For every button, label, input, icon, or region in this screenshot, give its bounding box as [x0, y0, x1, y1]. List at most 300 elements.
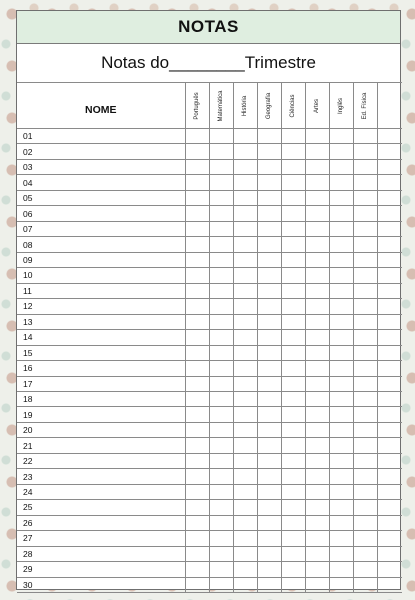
- grade-cell: [233, 376, 257, 391]
- grade-cell: [353, 469, 377, 484]
- grade-cell: [305, 469, 329, 484]
- grade-cell: [353, 144, 377, 159]
- row-number: 26: [17, 515, 185, 530]
- grade-cell: [257, 422, 281, 437]
- row-number: 19: [17, 407, 185, 422]
- grade-cell: [209, 546, 233, 561]
- grade-cell: [353, 407, 377, 422]
- table-row: [17, 531, 402, 546]
- grade-cell: [209, 376, 233, 391]
- grade-cell: [233, 407, 257, 422]
- grade-cell: [329, 345, 353, 360]
- row-number: 04: [17, 175, 185, 190]
- grade-cell: [257, 438, 281, 453]
- grade-cell: [233, 221, 257, 236]
- table-row: [17, 345, 402, 360]
- grade-cell: [209, 190, 233, 205]
- grade-cell: [257, 190, 281, 205]
- grade-cell: [209, 314, 233, 329]
- grade-cell: [233, 314, 257, 329]
- grade-cell: [329, 314, 353, 329]
- row-number: 30: [17, 577, 185, 592]
- subject-header: [353, 83, 377, 129]
- grade-cell: [209, 361, 233, 376]
- table-row: [17, 546, 402, 561]
- grade-cell: [305, 129, 329, 144]
- grade-cell: [353, 190, 377, 205]
- grade-cell: [281, 422, 305, 437]
- grade-cell: [377, 438, 402, 453]
- grade-cell: [233, 175, 257, 190]
- grade-cell: [377, 268, 402, 283]
- grade-cell: [257, 531, 281, 546]
- grade-cell: [329, 438, 353, 453]
- grade-cell: [377, 407, 402, 422]
- row-number: 29: [17, 562, 185, 577]
- grade-cell: [209, 268, 233, 283]
- grade-cell: [257, 345, 281, 360]
- grade-cell: [281, 144, 305, 159]
- grade-cell: [377, 190, 402, 205]
- table-row: [17, 391, 402, 406]
- grade-cell: [281, 469, 305, 484]
- row-number: 02: [17, 144, 185, 159]
- grade-cell: [377, 144, 402, 159]
- subject-header: [209, 83, 233, 129]
- subject-label: Ciências: [290, 93, 296, 118]
- grade-cell: [329, 252, 353, 267]
- grade-cell: [329, 562, 353, 577]
- grade-cell: [353, 562, 377, 577]
- table-row: [17, 190, 402, 205]
- grade-cell: [209, 283, 233, 298]
- subject-label: Português: [194, 91, 200, 120]
- grade-cell: [377, 345, 402, 360]
- grade-cell: [353, 237, 377, 252]
- grade-cell: [185, 546, 209, 561]
- grade-cell: [257, 206, 281, 221]
- grade-cell: [305, 237, 329, 252]
- grade-cell: [233, 500, 257, 515]
- grade-cell: [329, 129, 353, 144]
- subject-header: [329, 83, 353, 129]
- row-number: 22: [17, 453, 185, 468]
- trimester-suffix: Trimestre: [244, 52, 316, 72]
- grade-cell: [353, 206, 377, 221]
- row-number: 15: [17, 345, 185, 360]
- row-number: 11: [17, 283, 185, 298]
- table-row: [17, 577, 402, 592]
- grade-cell: [233, 345, 257, 360]
- grade-cell: [377, 206, 402, 221]
- table-row: [17, 144, 402, 159]
- grade-cell: [329, 453, 353, 468]
- grade-cell: [281, 453, 305, 468]
- subject-header: [281, 83, 305, 129]
- grade-cell: [281, 268, 305, 283]
- grade-cell: [353, 546, 377, 561]
- table-row: [17, 484, 402, 499]
- grade-cell: [185, 562, 209, 577]
- row-number: 24: [17, 484, 185, 499]
- grade-cell: [377, 237, 402, 252]
- grade-cell: [209, 252, 233, 267]
- grade-cell: [377, 531, 402, 546]
- grade-cell: [353, 500, 377, 515]
- grade-cell: [329, 361, 353, 376]
- grade-cell: [281, 252, 305, 267]
- row-number: 08: [17, 237, 185, 252]
- grade-cell: [209, 531, 233, 546]
- grade-cell: [185, 345, 209, 360]
- row-number: 03: [17, 159, 185, 174]
- grade-cell: [257, 314, 281, 329]
- grade-cell: [185, 484, 209, 499]
- grade-cell: [281, 531, 305, 546]
- table-row: [17, 283, 402, 298]
- grade-cell: [185, 221, 209, 236]
- grade-cell: [353, 438, 377, 453]
- grade-cell: [353, 422, 377, 437]
- grade-cell: [377, 484, 402, 499]
- grade-cell: [353, 221, 377, 236]
- grade-cell: [233, 515, 257, 530]
- grade-cell: [233, 469, 257, 484]
- grade-cell: [233, 438, 257, 453]
- grade-cell: [209, 484, 233, 499]
- grade-cell: [209, 391, 233, 406]
- table-row: [17, 330, 402, 345]
- grade-cell: [185, 299, 209, 314]
- grade-cell: [353, 268, 377, 283]
- grade-cell: [185, 190, 209, 205]
- grade-cell: [185, 314, 209, 329]
- grade-cell: [233, 422, 257, 437]
- grade-cell: [233, 391, 257, 406]
- grade-cell: [233, 531, 257, 546]
- grade-cell: [209, 515, 233, 530]
- grade-cell: [281, 221, 305, 236]
- subject-header: [305, 83, 329, 129]
- grade-cell: [329, 531, 353, 546]
- grade-cell: [305, 345, 329, 360]
- grade-cell: [185, 175, 209, 190]
- grade-cell: [185, 422, 209, 437]
- grade-cell: [329, 330, 353, 345]
- grade-cell: [329, 283, 353, 298]
- row-number: 28: [17, 546, 185, 561]
- row-number: 20: [17, 422, 185, 437]
- grade-cell: [281, 237, 305, 252]
- subject-label: Ed. Física: [362, 92, 368, 119]
- grade-cell: [233, 484, 257, 499]
- grade-cell: [353, 577, 377, 592]
- row-number: 06: [17, 206, 185, 221]
- grade-cell: [257, 237, 281, 252]
- grade-cell: [281, 175, 305, 190]
- grade-cell: [329, 376, 353, 391]
- grade-cell: [209, 577, 233, 592]
- subject-label: Matemática: [218, 89, 224, 122]
- grade-cell: [281, 159, 305, 174]
- row-number: 27: [17, 531, 185, 546]
- grade-cell: [209, 144, 233, 159]
- grade-cell: [185, 500, 209, 515]
- grade-cell: [185, 438, 209, 453]
- grade-cell: [233, 577, 257, 592]
- grades-table: [17, 82, 402, 593]
- grade-cell: [185, 237, 209, 252]
- grade-cell: [233, 190, 257, 205]
- table-row: [17, 129, 402, 144]
- grade-cell: [377, 453, 402, 468]
- header-row: [17, 83, 402, 129]
- grade-cell: [329, 577, 353, 592]
- grade-cell: [209, 175, 233, 190]
- grade-cell: [281, 562, 305, 577]
- grade-cell: [329, 144, 353, 159]
- grade-cell: [329, 190, 353, 205]
- grade-cell: [305, 221, 329, 236]
- grade-cell: [209, 562, 233, 577]
- grade-cell: [209, 407, 233, 422]
- grade-cell: [281, 345, 305, 360]
- grade-cell: [233, 268, 257, 283]
- grade-cell: [185, 129, 209, 144]
- grade-cell: [305, 314, 329, 329]
- table-row: [17, 422, 402, 437]
- grade-cell: [281, 484, 305, 499]
- grade-cell: [305, 144, 329, 159]
- grade-cell: [281, 515, 305, 530]
- table-row: [17, 221, 402, 236]
- row-number: 14: [17, 330, 185, 345]
- grade-cell: [257, 546, 281, 561]
- grade-cell: [281, 376, 305, 391]
- grade-cell: [257, 330, 281, 345]
- grade-cell: [257, 283, 281, 298]
- grade-cell: [209, 330, 233, 345]
- grade-cell: [329, 175, 353, 190]
- grade-cell: [353, 515, 377, 530]
- grade-cell: [305, 391, 329, 406]
- grade-cell: [377, 159, 402, 174]
- table-row: [17, 252, 402, 267]
- row-number: 07: [17, 221, 185, 236]
- grade-cell: [353, 299, 377, 314]
- subject-header: [185, 83, 209, 129]
- grade-cell: [329, 500, 353, 515]
- grade-cell: [305, 407, 329, 422]
- grade-cell: [257, 376, 281, 391]
- grade-cell: [281, 129, 305, 144]
- trimester-blank: ________: [169, 52, 245, 72]
- grade-cell: [377, 500, 402, 515]
- grade-cell: [377, 361, 402, 376]
- grade-cell: [233, 330, 257, 345]
- grade-cell: [209, 500, 233, 515]
- grade-cell: [209, 453, 233, 468]
- grade-cell: [353, 314, 377, 329]
- grade-cell: [329, 546, 353, 561]
- grade-cell: [353, 283, 377, 298]
- grade-cell: [209, 159, 233, 174]
- grade-cell: [353, 391, 377, 406]
- grade-cell: [281, 283, 305, 298]
- grade-sheet: [16, 10, 401, 590]
- row-number: 25: [17, 500, 185, 515]
- table-row: [17, 407, 402, 422]
- grade-cell: [353, 159, 377, 174]
- grade-cell: [233, 159, 257, 174]
- grade-cell: [257, 515, 281, 530]
- grade-cell: [209, 422, 233, 437]
- subject-label: História: [242, 95, 248, 116]
- trimester-prefix: Notas do: [101, 52, 170, 72]
- grade-cell: [305, 515, 329, 530]
- row-number: 09: [17, 252, 185, 267]
- grade-cell: [185, 531, 209, 546]
- table-row: [17, 237, 402, 252]
- grade-cell: [233, 129, 257, 144]
- grade-cell: [185, 206, 209, 221]
- grade-cell: [233, 144, 257, 159]
- grade-cell: [281, 206, 305, 221]
- table-row: [17, 175, 402, 190]
- grade-cell: [377, 314, 402, 329]
- grade-cell: [305, 330, 329, 345]
- grade-cell: [305, 422, 329, 437]
- grade-cell: [377, 330, 402, 345]
- row-number: 05: [17, 190, 185, 205]
- subject-header: [257, 83, 281, 129]
- grade-cell: [209, 206, 233, 221]
- grade-cell: [329, 159, 353, 174]
- grade-cell: [377, 422, 402, 437]
- grade-cell: [377, 175, 402, 190]
- table-row: [17, 159, 402, 174]
- row-number: 21: [17, 438, 185, 453]
- grade-cell: [377, 283, 402, 298]
- grade-cell: [185, 577, 209, 592]
- grade-cell: [329, 268, 353, 283]
- grade-cell: [233, 562, 257, 577]
- row-number: 16: [17, 361, 185, 376]
- grade-cell: [185, 268, 209, 283]
- grade-cell: [233, 453, 257, 468]
- grade-cell: [233, 299, 257, 314]
- grade-cell: [257, 221, 281, 236]
- grade-cell: [329, 422, 353, 437]
- row-number: 10: [17, 268, 185, 283]
- grade-cell: [377, 252, 402, 267]
- subject-header: [377, 83, 402, 129]
- grade-cell: [329, 407, 353, 422]
- grade-cell: [185, 361, 209, 376]
- trimester-heading: [17, 43, 400, 83]
- grade-cell: [281, 438, 305, 453]
- grade-cell: [257, 159, 281, 174]
- grade-cell: [305, 175, 329, 190]
- grade-cell: [185, 515, 209, 530]
- grade-cell: [305, 361, 329, 376]
- grade-cell: [377, 515, 402, 530]
- grade-cell: [305, 299, 329, 314]
- grade-cell: [257, 299, 281, 314]
- table-row: [17, 500, 402, 515]
- name-column-header: NOME: [17, 83, 185, 129]
- table-row: [17, 438, 402, 453]
- grade-cell: [305, 500, 329, 515]
- grade-cell: [377, 391, 402, 406]
- grade-cell: [257, 361, 281, 376]
- grade-cell: [305, 438, 329, 453]
- table-row: [17, 469, 402, 484]
- grade-cell: [329, 484, 353, 499]
- table-row: [17, 453, 402, 468]
- row-number: 18: [17, 391, 185, 406]
- grade-cell: [185, 453, 209, 468]
- grade-cell: [305, 562, 329, 577]
- grade-cell: [209, 345, 233, 360]
- grade-cell: [281, 299, 305, 314]
- grade-cell: [353, 330, 377, 345]
- grade-cell: [257, 391, 281, 406]
- grade-cell: [353, 252, 377, 267]
- grade-cell: [305, 453, 329, 468]
- grade-cell: [329, 237, 353, 252]
- grade-cell: [185, 391, 209, 406]
- grade-cell: [281, 546, 305, 561]
- table-row: [17, 206, 402, 221]
- grade-cell: [377, 221, 402, 236]
- grade-cell: [281, 314, 305, 329]
- grade-cell: [281, 500, 305, 515]
- grade-cell: [185, 330, 209, 345]
- grade-cell: [305, 206, 329, 221]
- grade-cell: [329, 469, 353, 484]
- grade-cell: [209, 237, 233, 252]
- grade-cell: [281, 330, 305, 345]
- grade-cell: [305, 376, 329, 391]
- row-number: 12: [17, 299, 185, 314]
- grade-cell: [233, 283, 257, 298]
- grade-cell: [353, 484, 377, 499]
- subject-label: Geografia: [266, 92, 272, 119]
- grade-cell: [209, 299, 233, 314]
- grade-cell: [329, 391, 353, 406]
- grade-cell: [209, 129, 233, 144]
- grade-cell: [257, 453, 281, 468]
- grade-cell: [185, 469, 209, 484]
- grade-cell: [257, 562, 281, 577]
- row-number: 17: [17, 376, 185, 391]
- subject-label: Inglês: [338, 97, 344, 114]
- grade-cell: [329, 515, 353, 530]
- grade-cell: [305, 159, 329, 174]
- grade-cell: [377, 577, 402, 592]
- grade-cell: [233, 237, 257, 252]
- grade-cell: [185, 407, 209, 422]
- grade-cell: [257, 129, 281, 144]
- grade-cell: [257, 252, 281, 267]
- grade-cell: [377, 546, 402, 561]
- grade-cell: [305, 252, 329, 267]
- grade-cell: [329, 206, 353, 221]
- grade-cell: [185, 159, 209, 174]
- grade-cell: [305, 577, 329, 592]
- grade-cell: [233, 546, 257, 561]
